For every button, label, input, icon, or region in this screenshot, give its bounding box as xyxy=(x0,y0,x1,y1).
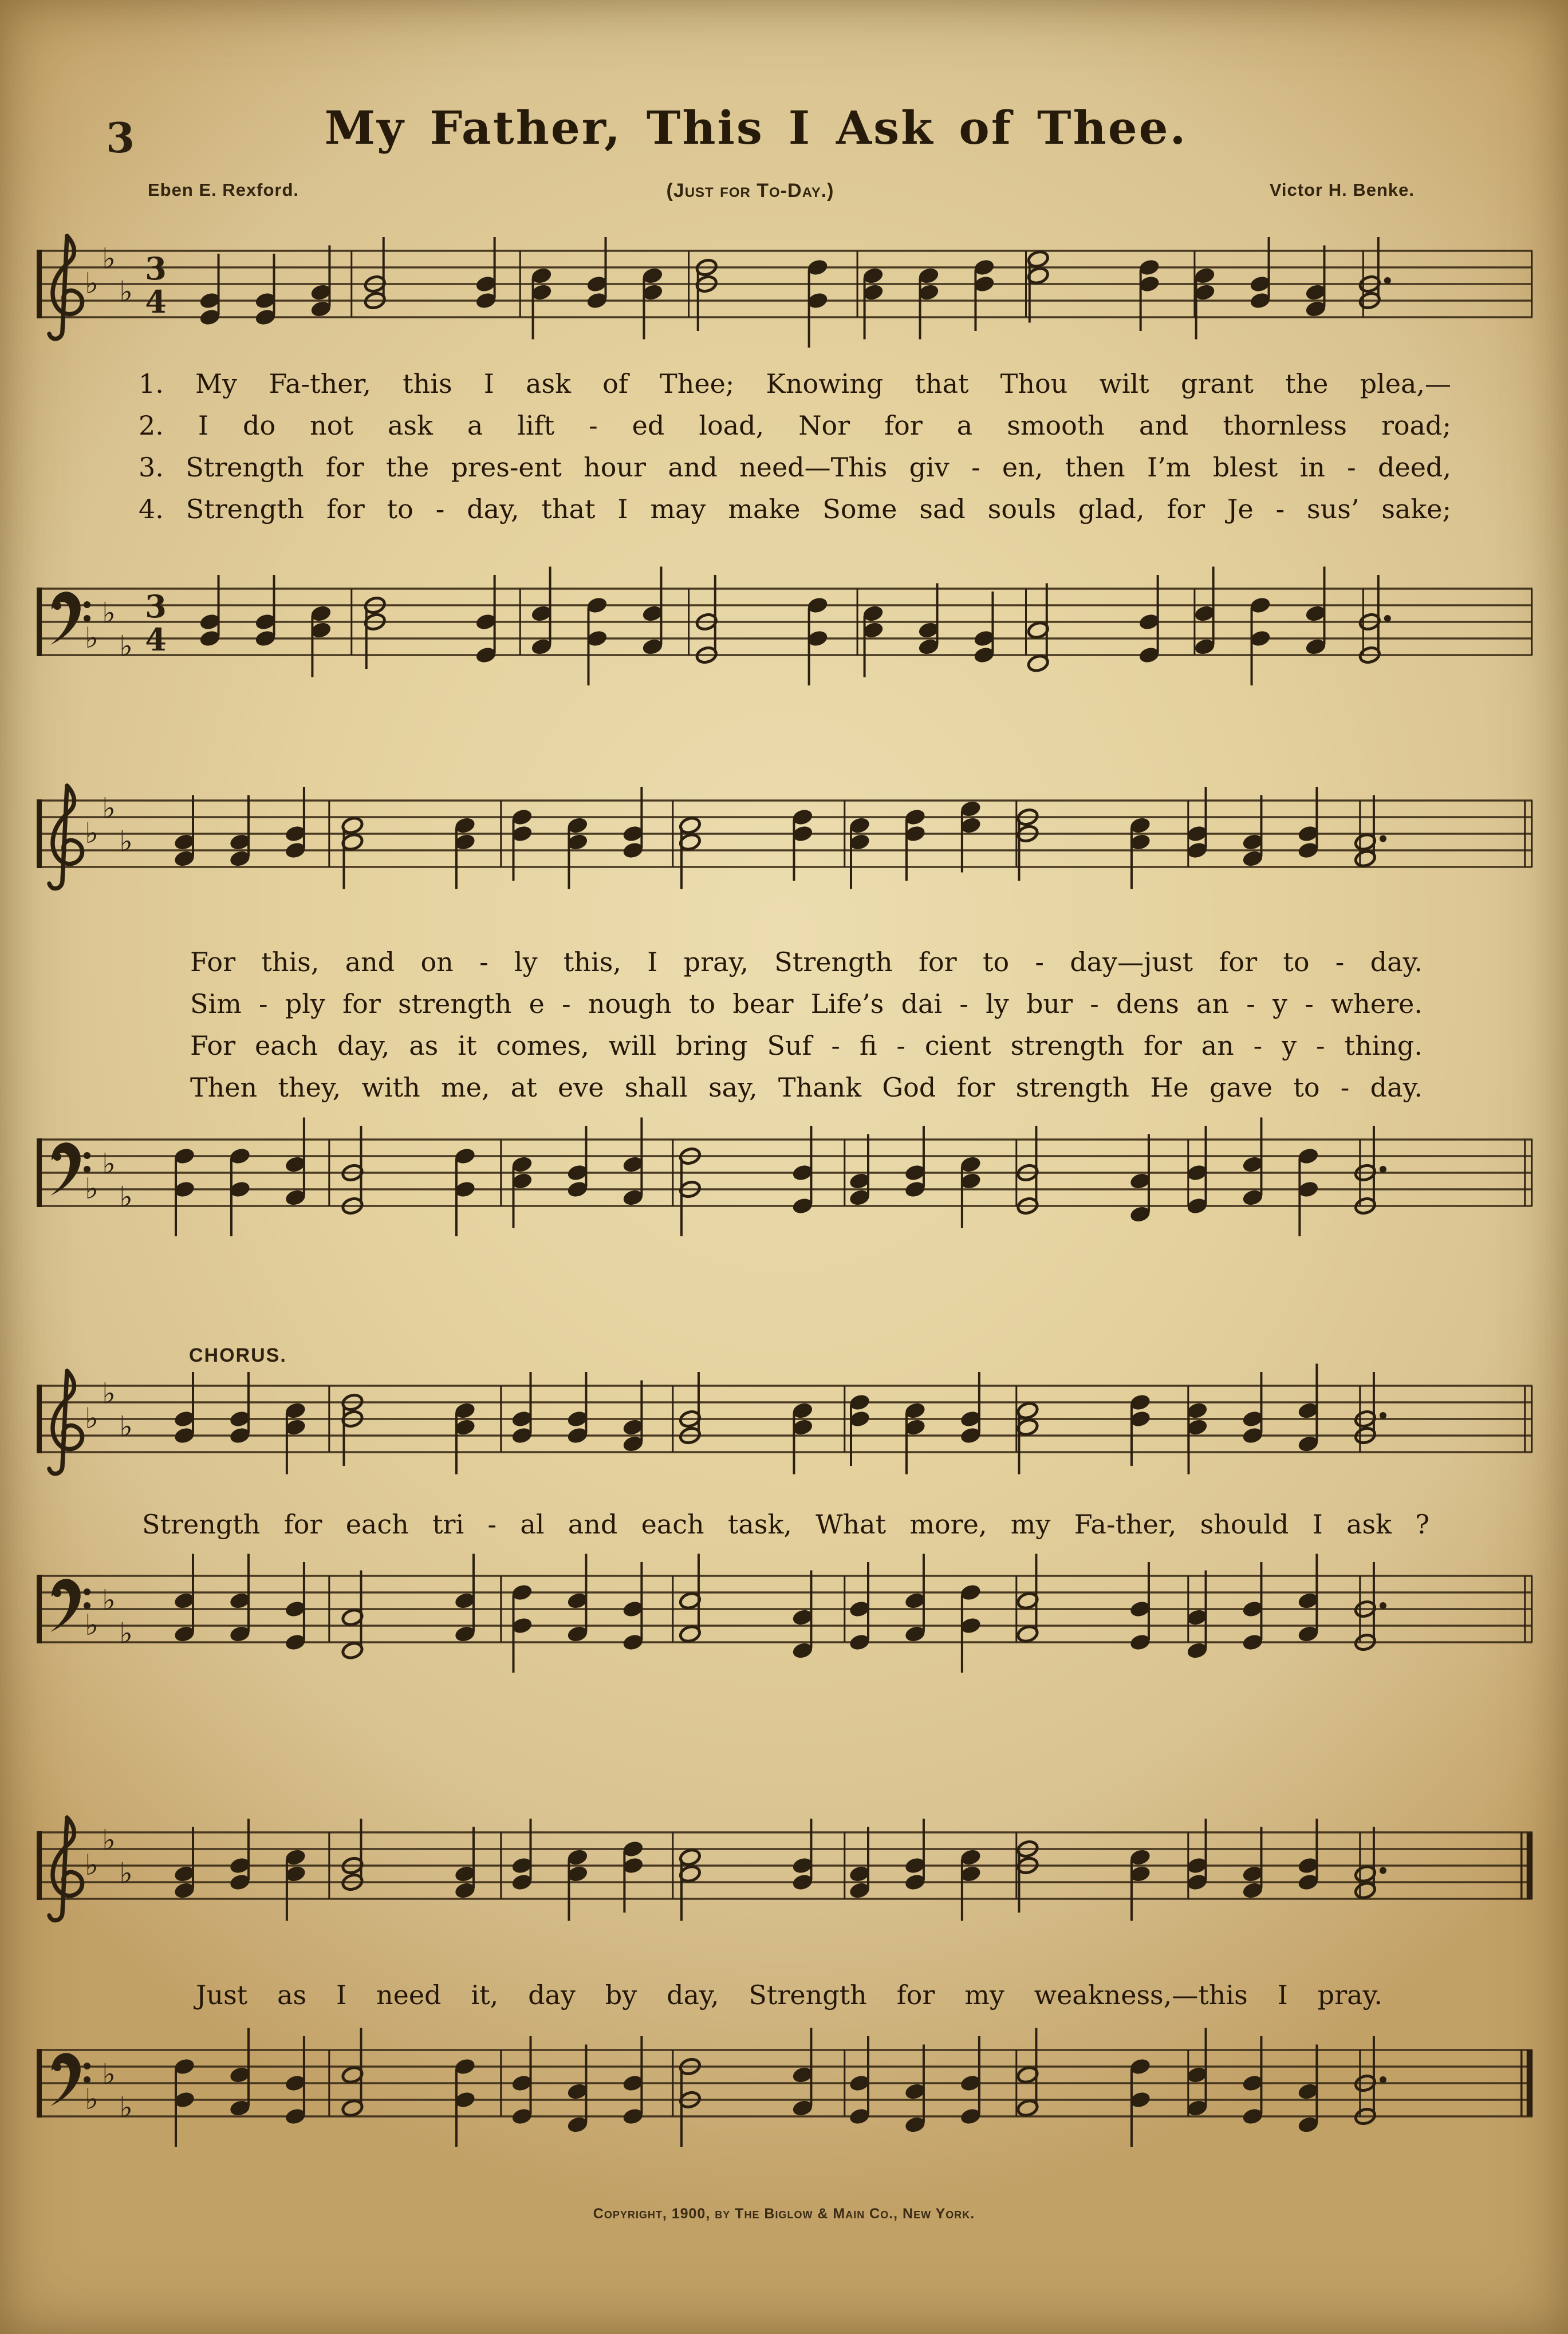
music-staff-system-3-bass xyxy=(34,1525,1535,1697)
tune-subtitle: (Just for To-Day.) xyxy=(666,180,834,202)
chorus-line: Strength for each tri - al and each task, What more, my Fa-ther, should I ask ? xyxy=(142,1509,1429,1540)
verse-line-3: 3. Strength for the pres-ent hour and need—This giv - en, then I’m blest in - deed, xyxy=(139,452,1451,483)
svg-text:3: 3 xyxy=(145,250,167,287)
second-line-1: For this, and on - ly this, I pray, Strength for to - day—just for to - day. xyxy=(190,947,1423,977)
flat-sign-icon: ♭ xyxy=(85,621,99,655)
flat-sign-icon: ♭ xyxy=(85,817,99,850)
flat-sign-icon: ♭ xyxy=(102,596,116,630)
svg-text:4: 4 xyxy=(145,283,167,320)
music-staff-system-4-bass xyxy=(34,2000,1535,2171)
flat-sign-icon: ♭ xyxy=(119,1856,133,1890)
verse-lyrics-block xyxy=(139,363,1451,530)
flat-sign-icon: ♭ xyxy=(102,791,116,825)
flat-sign-icon: ♭ xyxy=(102,1147,116,1181)
flat-sign-icon: ♭ xyxy=(102,1823,116,1857)
page-number: 3 xyxy=(106,113,136,162)
flat-sign-icon: ♭ xyxy=(85,1848,99,1882)
music-staff-system-2-bass xyxy=(34,1089,1535,1261)
verse-line-2: 2. I do not ask a lift - ed load, Nor for a smooth and thornless road; xyxy=(139,410,1451,441)
verse-line-4: 4. Strength for to - day, that I may make Some sad souls glad, for Je - sus’ sake; xyxy=(139,494,1451,525)
music-staff-system-2-treble xyxy=(34,750,1535,922)
flat-sign-icon: ♭ xyxy=(102,1583,116,1617)
flat-sign-icon: ♭ xyxy=(119,1180,133,1214)
flat-sign-icon: ♭ xyxy=(119,629,133,663)
second-line-3: For each day, as it comes, will bring Suf - fi - cient strength for an - y - thing. xyxy=(190,1030,1423,1061)
svg-text:4: 4 xyxy=(145,621,167,658)
svg-text:3: 3 xyxy=(145,588,167,625)
music-staff-system-4-treble xyxy=(34,1782,1535,1954)
chorus-label: CHORUS. xyxy=(189,1345,287,1366)
final-line: Just as I need it, day by day, Strength for my weakness,—this I pray. xyxy=(196,1980,1382,2010)
flat-sign-icon: ♭ xyxy=(102,242,116,275)
flat-sign-icon: ♭ xyxy=(119,1410,133,1444)
flat-sign-icon: ♭ xyxy=(119,2091,133,2124)
second-line-2: Sim - ply for strength e - nough to bear Life’s dai - ly bur - dens an - y - where. xyxy=(190,988,1423,1019)
flat-sign-icon: ♭ xyxy=(85,1608,99,1642)
flat-sign-icon: ♭ xyxy=(85,1172,99,1205)
copyright-line: Copyright, 1900, by The Biglow & Main Co., New York. xyxy=(593,2206,975,2222)
flat-sign-icon: ♭ xyxy=(119,825,133,858)
lyricist-credit: Eben E. Rexford. xyxy=(148,180,300,200)
flat-sign-icon: ♭ xyxy=(85,267,99,300)
verse-line-1: 1. My Fa-ther, this I ask of Thee; Knowing that Thou wilt grant the plea,— xyxy=(139,368,1451,399)
flat-sign-icon: ♭ xyxy=(119,275,133,309)
music-staff-system-1-treble xyxy=(34,200,1535,372)
flat-sign-icon: ♭ xyxy=(119,1617,133,1650)
flat-sign-icon: ♭ xyxy=(85,1402,99,1435)
music-staff-system-1-bass xyxy=(34,538,1535,710)
music-staff-system-3-treble xyxy=(34,1335,1535,1507)
second-lyrics-block xyxy=(190,941,1423,1109)
page-title: My Father, This I Ask of Thee. xyxy=(324,101,1188,155)
flat-sign-icon: ♭ xyxy=(102,2057,116,2091)
composer-credit: Victor H. Benke. xyxy=(1269,180,1415,200)
flat-sign-icon: ♭ xyxy=(102,1377,116,1410)
flat-sign-icon: ♭ xyxy=(85,2083,99,2116)
second-line-4: Then they, with me, at eve shall say, Thank God for strength He gave to - day. xyxy=(190,1072,1423,1103)
